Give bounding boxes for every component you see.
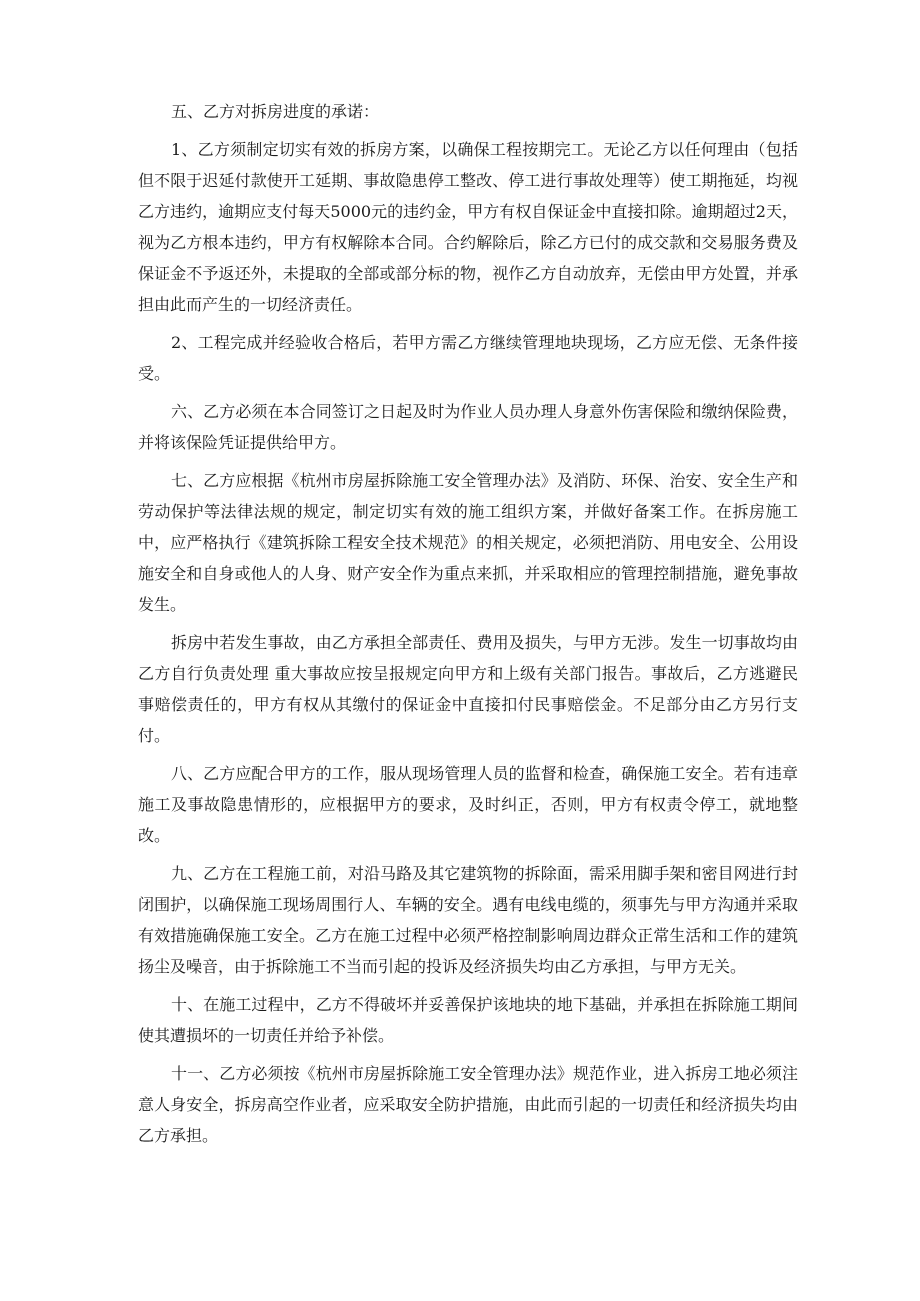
section-10: 十、在施工过程中，乙方不得破坏并妥善保护该地块的地下基础，并承担在拆除施工期间使其遭损坏的一切责任并给予补偿。: [138, 995, 798, 1045]
document-page: [138, 96, 798, 1158]
section-9: 九、乙方在工程施工前，对沿马路及其它建筑物的拆除面，需采用脚手架和密目网进行封闭围护，以确保施工现场周围行人、车辆的安全。遇有电线电缆的，须事先与甲方沟通并采取有效措施确保施工安全。乙方在施工过程中必须严格控制影响周边群众正常生活和工作的建筑扬尘及噪音，由于拆除施工不当而引起的投诉及经济损失均由乙方承担，与甲方无关。: [138, 864, 798, 976]
section-5-heading: 五、乙方对拆房进度的承诺：: [171, 102, 380, 121]
section-6: 六、乙方必须在本合同签订之日起及时为作业人员办理人身意外伤害保险和缴纳保险费，并将该保险凭证提供给甲方。: [138, 402, 798, 452]
section-7-accident: 拆房中若发生事故，由乙方承担全部责任、费用及损失，与甲方无涉。发生一切事故均由乙方自行负责处理 重大事故应按呈报规定向甲方和上级有关部门报告。事故后，乙方逃避民事赔偿责任的，甲方有权从其缴付的保证金中直接扣付民事赔偿金。不足部分由乙方另行支付。: [138, 633, 798, 745]
section-8: 八、乙方应配合甲方的工作，服从现场管理人员的监督和检查，确保施工安全。若有违章施工及事故隐患情形的，应根据甲方的要求，及时纠正，否则，甲方有权责令停工，就地整改。: [138, 764, 798, 845]
section-11: 十一、乙方必须按《杭州市房屋拆除施工安全管理办法》规范作业，进入拆房工地必须注意人身安全，拆房高空作业者，应采取安全防护措施，由此而引起的一切责任和经济损失均由乙方承担。: [138, 1064, 798, 1145]
clause-5-2: 2、工程完成并经验收合格后，若甲方需乙方继续管理地块现场，乙方应无偿、无条件接受。: [138, 333, 798, 383]
section-7: 七、乙方应根据《杭州市房屋拆除施工安全管理办法》及消防、环保、治安、安全生产和劳动保护等法律法规的规定，制定切实有效的施工组织方案，并做好备案工作。在拆房施工中，应严格执行《建筑拆除工程安全技术规范》的相关规定，必须把消防、用电安全、公用设施安全和自身或他人的人身、财产安全作为重点来抓，并采取相应的管理控制措施，避免事故发生。: [138, 471, 798, 614]
clause-5-1: 1、乙方须制定切实有效的拆房方案，以确保工程按期完工。无论乙方以任何理由（包括但不限于迟延付款使开工延期、事故隐患停工整改、停工进行事故处理等）使工期拖延，均视乙方违约，逾期应支付每天5000元的违约金，甲方有权自保证金中直接扣除。逾期超过2天，视为乙方根本违约，甲方有权解除本合同。合约解除后，除乙方已付的成交款和交易服务费及保证金不予返还外，未提取的全部或部分标的物，视作乙方自动放弃，无偿由甲方处置，并承担由此而产生的一切经济责任。: [138, 140, 798, 314]
